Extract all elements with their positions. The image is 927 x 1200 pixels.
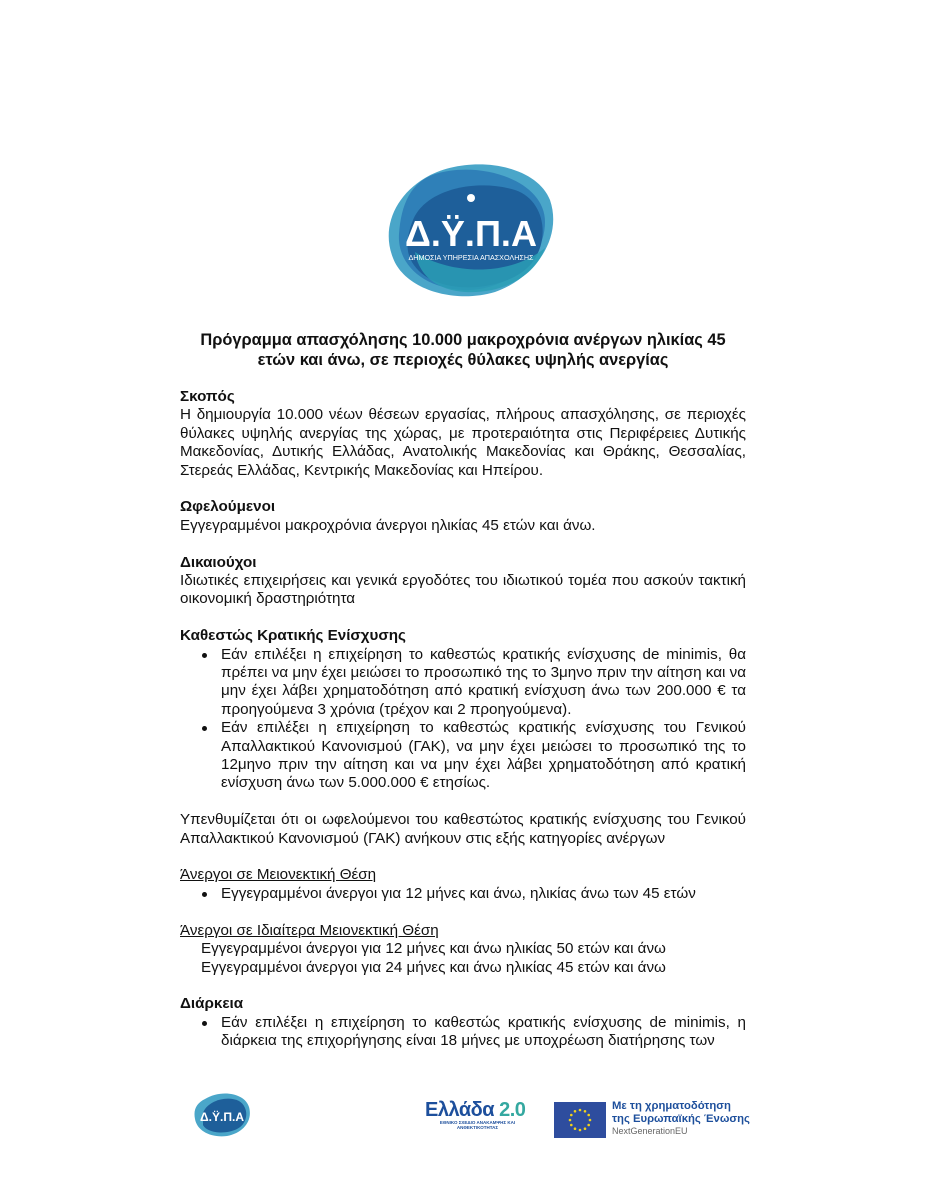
eu-funding-line2: της Ευρωπαϊκής Ένωσης [612, 1112, 750, 1125]
eu-funding-text [612, 1100, 752, 1137]
greece-version: 2.0 [499, 1099, 526, 1121]
greece-2-0-logo [425, 1100, 545, 1134]
purpose-text: Η δημιουργία 10.000 νέων θέσεων εργασίας, πλήρους απασχόλησης, σε περιοχές θύλακες υψηλής ανεργίας της χώρας, με προτεραιότητα στις Περιφέρειες Δυτικής Μακεδονίας, Δυτικής Ελλάδας, Ανατολικής Μακεδονίας και Θράκης, Θεσσαλίας, Στερεάς Ελλάδας, Κεντρικής Μακεδονίας και Ηπείρου. [180, 406, 746, 479]
list-item: Εάν επιλέξει η επιχείρηση το καθεστώς κρατικής ενίσχυσης de minimis, θα πρέπει να μην έχει μειώσει το προσωπικό της το 3μηνο πριν την αίτηση και να μην έχει λάβει χρηματοδότηση από κρατική ενίσχυση άνω των 200.000 € τα προηγούμενα 3 χρόνια (τρέχον και 2 προηγούμενα). [180, 646, 746, 720]
dypa-logo-letters: Δ.Ϋ.Π.Α [405, 213, 537, 254]
eu-flag-icon [554, 1102, 606, 1138]
section-heading-state-aid: Καθεστώς Κρατικής Ενίσχυσης [180, 627, 406, 645]
greece-2-0-subtitle: ΕΘΝΙΚΟ ΣΧΕΔΙΟ ΑΝΑΚΑΜΨΗΣ ΚΑΙ ΑΝΘΕΚΤΙΚΟΤΗΤΑΣ [439, 1120, 516, 1130]
dypa-logo-icon [385, 160, 557, 298]
severely-disadvantaged-line: Εγγεγραμμένοι άνεργοι για 24 μήνες και άνω ηλικίας 45 ετών και άνω [201, 958, 666, 976]
list-item: Εγγεγραμμένοι άνεργοι για 12 μήνες και άνω, ηλικίας άνω των 45 ετών [180, 885, 746, 903]
state-aid-list [180, 646, 746, 793]
disadvantaged-list [180, 885, 746, 903]
section-heading-eligible: Δικαιούχοι [180, 553, 257, 571]
section-heading-duration: Διάρκεια [180, 995, 244, 1013]
dypa-logo-small-letters: Δ.Ϋ.Π.Α [200, 1110, 244, 1124]
subheading-disadvantaged: Άνεργοι σε Μειονεκτική Θέση [180, 866, 377, 884]
document-body [180, 330, 746, 1051]
section-heading-purpose: Σκοπός [180, 388, 235, 405]
dypa-logo-subtitle: ΔΗΜΟΣΙΑ ΥΠΗΡΕΣΙΑ ΑΠΑΣΧΟΛΗΣΗΣ [408, 253, 534, 262]
duration-list [180, 1014, 746, 1051]
beneficiaries-text: Εγγεγραμμένοι μακροχρόνια άνεργοι ηλικίας 45 ετών και άνω. [180, 516, 596, 534]
footer-logos [0, 1088, 927, 1143]
list-item: Εάν επιλέξει η επιχείρηση το καθεστώς κρατικής ενίσχυσης του Γενικού Απαλλακτικού Κανονισμού (ΓΑΚ), να μην έχει μειώσει το προσωπικό της το 12μηνο πριν την αίτηση και να μην έχει λάβει χρηματοδότηση από κρατική ενίσχυση άνω των 5.000.000 € ετησίως. [180, 719, 746, 793]
next-generation-eu: NextGenerationEU [612, 1126, 688, 1136]
document-title: Πρόγραμμα απασχόλησης 10.000 μακροχρόνια ανέργων ηλικίας 45 ετών και άνω, σε περιοχές θύλακες υψηλής ανεργίας [200, 331, 726, 369]
list-item: Εάν επιλέξει η επιχείρηση το καθεστώς κρατικής ενίσχυσης de minimis, η διάρκεια της επιχορήγησης είναι 18 μήνες με υποχρέωση διατήρησης των [180, 1014, 746, 1051]
greece-word: Ελλάδα [425, 1099, 495, 1121]
dypa-logo-small [193, 1091, 251, 1137]
subheading-severely-disadvantaged: Άνεργοι σε Ιδιαίτερα Μειονεκτική Θέση [180, 921, 439, 939]
dypa-logo [385, 160, 557, 298]
reminder-text: Υπενθυμίζεται ότι οι ωφελούμενοι του καθεστώτος κρατικής ενίσχυσης του Γενικού Απαλλακτικού Κανονισμού (ΓΑΚ) ανήκουν στις εξής κατηγορίες ανέργων [180, 811, 746, 847]
section-heading-beneficiaries: Ωφελούμενοι [180, 498, 276, 516]
greece-2-0-wordmark [425, 1100, 545, 1120]
dypa-logo-small-icon [193, 1091, 251, 1137]
eligible-text: Ιδιωτικές επιχειρήσεις και γενικά εργοδότες του ιδιωτικού τομέα που ασκούν τακτική οικονομική δραστηριότητα [180, 572, 746, 608]
severely-disadvantaged-line: Εγγεγραμμένοι άνεργοι για 12 μήνες και άνω ηλικίας 50 ετών και άνω [201, 940, 666, 958]
eu-funding-line1: Με τη χρηματοδότηση [612, 1100, 731, 1112]
